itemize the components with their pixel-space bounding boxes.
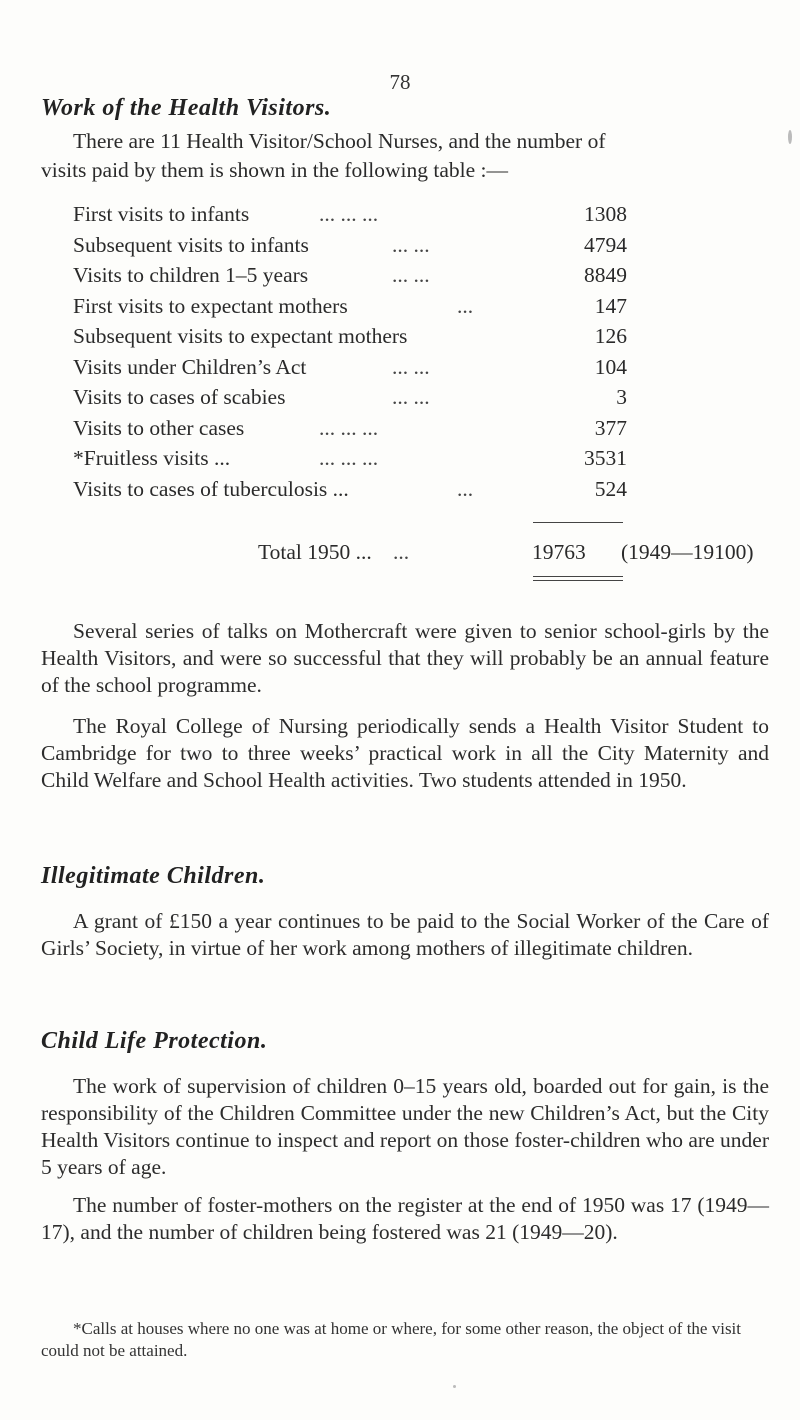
table-row (73, 385, 633, 416)
table-row (73, 355, 633, 386)
total-value: 19763 (532, 540, 586, 564)
table-row (73, 263, 633, 294)
intro-line-1: There are 11 Health Visitor/School Nurses, and the number of (73, 129, 606, 153)
paper-edge-mark (788, 130, 792, 144)
intro-line-2: visits paid by them is shown in the following table :— (41, 158, 508, 182)
row-leader-dots: ... ... ... (319, 446, 379, 470)
row-value: 3531 (584, 446, 627, 470)
table-row (73, 324, 633, 355)
row-leader-dots: ... ... (392, 263, 430, 287)
total-leader-dots: ... (393, 540, 410, 564)
paragraph-mothercraft-text: Several series of talks on Mothercraft were given to senior school-girls by the Health Visitors, and were so successful that they will probably be an annual feature of the school programme. (41, 619, 769, 697)
row-label: Subsequent visits to infants (73, 232, 309, 257)
total-previous-year: (1949—19100) (621, 540, 754, 564)
table-row (73, 202, 633, 233)
row-label: *Fruitless visits ... (73, 446, 231, 470)
paragraph-illegitimate-children-text: A grant of £150 a year continues to be paid to the Social Worker of the Care of Girls’ Society, in virtue of her work among mothers of illegitimate children. (41, 909, 769, 960)
table-row (73, 294, 633, 325)
total-double-rule (533, 576, 623, 581)
table-row (73, 416, 633, 447)
footnote-text: *Calls at houses where no one was at home or where, for some other reason, the object of the visit could not be attained. (41, 1319, 742, 1360)
row-value: 4794 (584, 232, 627, 257)
row-value: 8849 (584, 263, 627, 287)
row-label: Visits to cases of scabies (73, 385, 286, 409)
row-label: Visits to cases of tuberculosis ... (73, 476, 349, 501)
intro-paragraph (41, 127, 800, 185)
total-label: Total 1950 ... (258, 540, 372, 564)
row-label: First visits to expectant mothers (73, 293, 348, 318)
table-row (73, 446, 633, 477)
paragraph-royal-college-text: The Royal College of Nursing periodically sends a Health Visitor Student to Cambridge for two to three weeks’ practical work in all the City Maternity and Child Welfare and School Health activities. Two students attended in 1950. (41, 714, 769, 792)
row-value: 147 (594, 293, 627, 318)
table-row (73, 477, 633, 508)
row-label: Visits to children 1–5 years (73, 263, 309, 287)
sum-rule (533, 522, 623, 523)
paragraph-mothercraft (41, 618, 769, 699)
row-leader-dots: ... ... ... (319, 415, 379, 440)
paragraph-illegitimate-children (41, 908, 769, 962)
row-leader-dots: ... ... (392, 354, 430, 379)
row-value: 377 (594, 415, 627, 440)
footnote (41, 1318, 781, 1362)
row-leader-dots: ... (457, 476, 474, 501)
table-row (73, 233, 633, 264)
row-label: Visits under Children’s Act (73, 354, 307, 379)
paragraph-foster-register (41, 1192, 769, 1246)
row-value: 1308 (584, 202, 627, 226)
row-leader-dots: ... ... (392, 232, 430, 257)
paper-speck (453, 1385, 456, 1388)
row-value: 3 (616, 385, 627, 409)
page-number: 78 (389, 70, 411, 94)
paragraph-supervision (41, 1073, 769, 1181)
section-heading-child-life-protection: Child Life Protection. (41, 1028, 268, 1054)
row-label: Visits to other cases (73, 415, 245, 440)
paragraph-royal-college (41, 713, 769, 794)
paragraph-foster-register-text: The number of foster-mothers on the register at the end of 1950 was 17 (1949—17), and the number of children being fostered was 21 (1949—20). (41, 1193, 769, 1244)
row-value: 126 (594, 324, 627, 348)
row-label: First visits to infants (73, 202, 250, 226)
paragraph-supervision-text: The work of supervision of children 0–15 years old, boarded out for gain, is the responsibility of the Children Committee under the new Children’s Act, but the City Health Visitors continue to inspect and report on those foster-children who are under 5 years of age. (41, 1074, 769, 1179)
row-leader-dots: ... ... (392, 385, 430, 409)
row-value: 104 (594, 354, 627, 379)
row-leader-dots: ... ... ... (319, 202, 379, 226)
row-value: 524 (594, 476, 627, 501)
section-heading-health-visitors: Work of the Health Visitors. (41, 95, 332, 121)
row-leader-dots: ... (457, 293, 474, 318)
section-heading-illegitimate-children: Illegitimate Children. (41, 863, 266, 889)
row-label: Subsequent visits to expectant mothers (73, 324, 408, 348)
visits-table (73, 202, 633, 507)
total-row (0, 540, 800, 570)
